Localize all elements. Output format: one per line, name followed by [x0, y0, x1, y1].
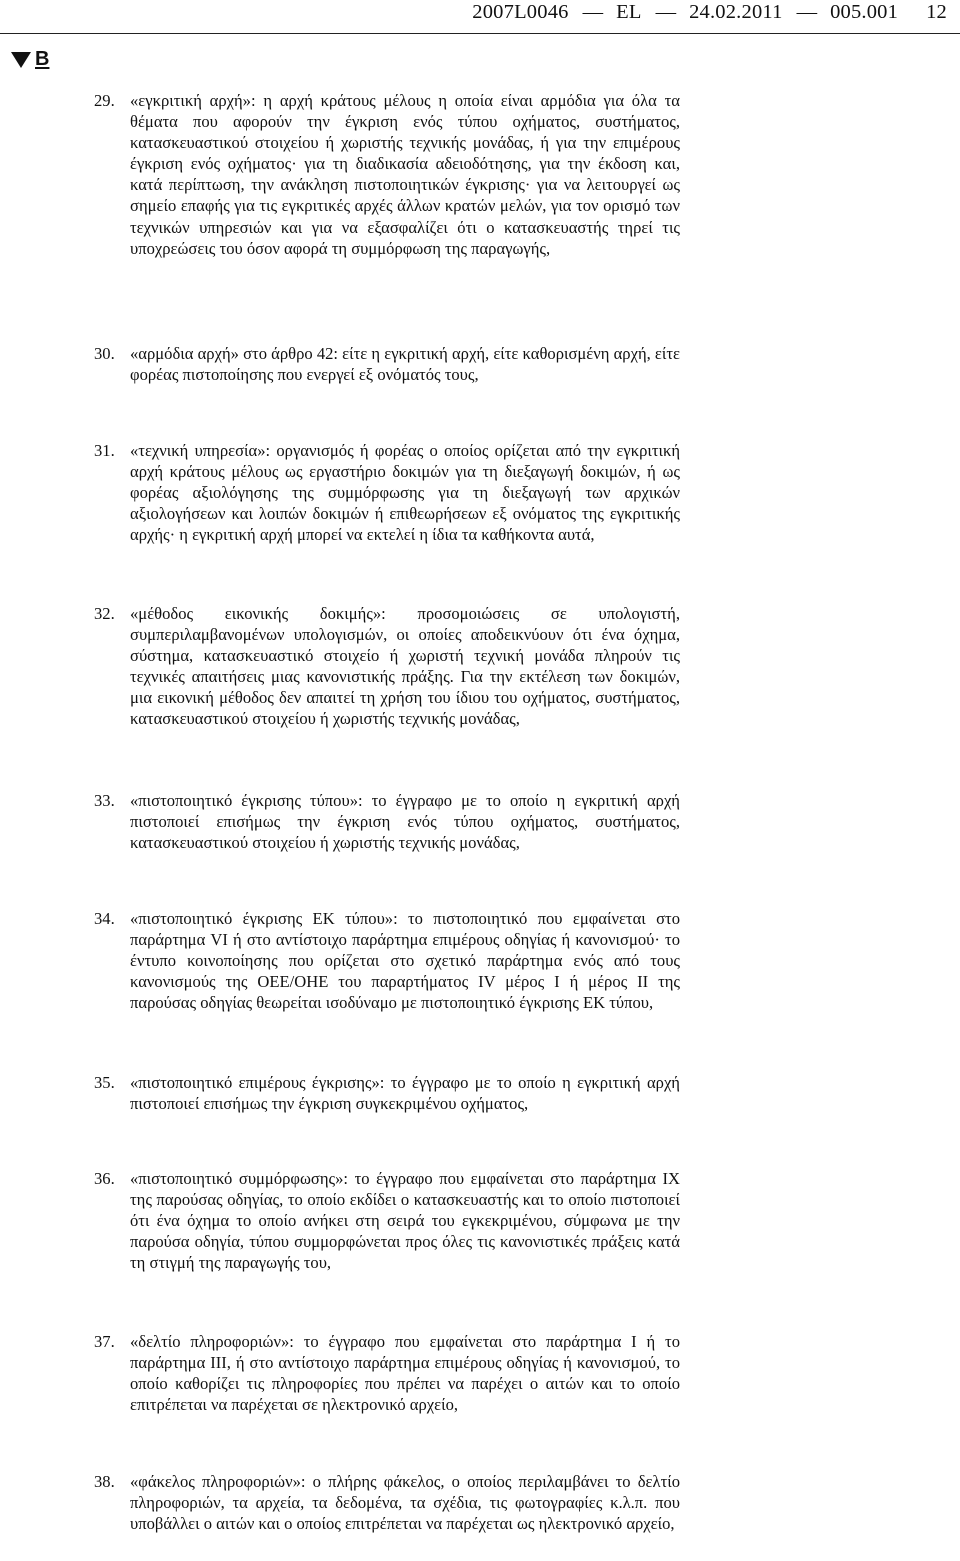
definition-item [94, 90, 680, 259]
definition-item [94, 1072, 680, 1114]
item-number: 31. [94, 441, 115, 460]
item-text: «πιστοποιητικό έγκρισης τύπου»: το έγγραφο με το οποίο η εγκριτική αρχή πιστοποιεί επισήμως την έγκριση ενός τύπου οχήματος, συστήματος, κατασκευαστικού στοιχείου ή χωριστής τεχνικής μονάδας, [130, 791, 680, 853]
item-number: 33. [94, 791, 115, 810]
triangle-down-icon [11, 52, 31, 68]
item-number: 34. [94, 909, 115, 928]
separator-dash: — [655, 1, 676, 23]
definition-item [94, 440, 680, 545]
definition-item [94, 908, 680, 1013]
separator-dash: — [796, 1, 817, 23]
item-number: 29. [94, 91, 115, 110]
definition-item [94, 343, 680, 385]
language-code: EL [616, 1, 642, 23]
definition-item [94, 1471, 680, 1534]
doc-id: 2007L0046 [472, 1, 569, 23]
item-text: «μέθοδος εικονικής δοκιμής»: προσομοιώσεις σε υπολογιστή, συμπεριλαμβανομένων υπολογισμών, οι οποίες αποδεικνύουν ότι ένα όχημα, σύστημα, κατασκευαστικό στοιχείο ή χωριστή τεχνική μονάδα πληρούν τις τεχνικές απαιτήσεις μιας κανονιστικής πράξης. Για την εκτέλεση των δοκιμών, μια εικονική μέθοδος δεν απαιτεί τη χρήση του ίδιου του οχήματος, συστήματος, κατασκευαστικού στοιχείου ή χωριστής τεχνικής μονάδας, [130, 604, 680, 729]
item-text: «φάκελος πληροφοριών»: ο πλήρης φάκελος, ο οποίος περιλαμβάνει το δελτίο πληροφοριών, τα αρχεία, τα δεδομένα, τα σχέδια, τις φωτογραφίες κ.λ.π. που υποβάλλει ο αιτών και ο οποίος επιτρέπεται να παρέχεται ως ηλεκτρονικό αρχείο, [130, 1472, 680, 1534]
item-text: «τεχνική υπηρεσία»: οργανισμός ή φορέας ο οποίος ορίζεται από την εγκριτική αρχή κράτους μέλους ως εργαστήριο δοκιμών για τη διεξαγωγή δοκιμών, ή ως φορέας αξιολόγησης της συμμόρφωσης για τη διεξαγωγή των αρχικών αξιολογήσεων και λοιπών δοκιμών ή επιθεωρήσεων εξ ονόματος της εγκριτικής αρχής· η εγκριτική αρχή μπορεί να εκτελεί η ίδια τα καθήκοντα αυτά, [130, 441, 680, 545]
separator-dash: — [582, 1, 603, 23]
definition-item [94, 790, 680, 853]
item-text: «πιστοποιητικό έγκρισης ΕΚ τύπου»: το πιστοποιητικό που εμφαίνεται στο παράρτημα VI ή στο αντίστοιχο παράρτημα επιμέρους οδηγίας ή κανονισμού· το έντυπο κοινοποίησης που ορίζεται στο σχετικό παράρτημα ενός από τους κανονισμούς της ΟΕΕ/ΟΗΕ του παραρτήματος IV μέρος I ή μέρος II της παρούσας οδηγίας θεωρείται ισοδύναμο με πιστοποιητικό έγκρισης ΕΚ τύπου, [130, 909, 680, 1013]
consolidation-date: 24.02.2011 [689, 1, 783, 23]
item-number: 37. [94, 1332, 115, 1351]
item-text: «πιστοποιητικό επιμέρους έγκρισης»: το έγγραφο με το οποίο η εγκριτική αρχή πιστοποιεί επισήμως την έγκριση συγκεκριμένου οχήματος, [130, 1073, 680, 1114]
item-text: «δελτίο πληροφοριών»: το έγγραφο που εμφαίνεται στο παράρτημα I ή το παράρτημα III, ή στο αντίστοιχο παράρτημα επιμέρους οδηγίας ή κανονισμού, το οποίο καθορίζει τις πληροφορίες που πρέπει να παρέχει ο αιτών και το οποίο επιτρέπεται να παρέχεται σε ηλεκτρονικό αρχείο, [130, 1332, 680, 1415]
definition-item [94, 1331, 680, 1415]
marker-letter: B [35, 48, 50, 70]
item-text: «εγκριτική αρχή»: η αρχή κράτους μέλους η οποία είναι αρμόδια για όλα τα θέματα που αφορούν την έγκριση ενός τύπου οχήματος, συστήματος, κατασκευαστικού στοιχείου ή χωριστής τεχνικής μονάδας, ή για την επιμέρους έγκριση ενός οχήματος· για τη διαδικασία αδειοδότησης, για την έκδοση και, κατά περίπτωση, την ανάκληση πιστοποιητικών έγκρισης· για να λειτουργεί ως σημείο επαφής για τις εγκριτικές αρχές άλλων κρατών μελών, για τον ορισμό των τεχνικών υπηρεσιών και για να εξασφαλίζει ότι ο κατασκευαστής τηρεί τις υποχρεώσεις του όσον αφορά τη συμμόρφωση της παραγωγής, [130, 91, 680, 258]
item-text: «αρμόδια αρχή» στο άρθρο 42: είτε η εγκριτική αρχή, είτε καθορισμένη αρχή, είτε φορέας πιστοποίησης που ενεργεί εξ ονόματός τους, [130, 344, 680, 385]
header-rule [0, 33, 960, 34]
page-number: 12 [926, 1, 947, 23]
item-number: 35. [94, 1073, 115, 1092]
page-header [472, 1, 947, 24]
amendment-marker [11, 48, 49, 71]
definition-item [94, 603, 680, 730]
item-number: 38. [94, 1472, 115, 1491]
item-text: «πιστοποιητικό συμμόρφωσης»: το έγγραφο που εμφαίνεται στο παράρτημα IX της παρούσας οδηγίας, το οποίο εκδίδει ο κατασκευαστής και το οποίο πιστοποιεί ότι ένα όχημα το οποίο ανήκει στη σειρά του εγκεκριμένου, σύμφωνα με την παρούσα οδηγία, τύπου συμμορφώνεται προς όλες τις κανονιστικές πράξεις κατά τη στιγμή της παραγωγής του, [130, 1169, 680, 1273]
item-number: 32. [94, 604, 115, 623]
item-number: 36. [94, 1169, 115, 1188]
definition-item [94, 1168, 680, 1273]
version-number: 005.001 [830, 1, 899, 23]
item-number: 30. [94, 344, 115, 363]
